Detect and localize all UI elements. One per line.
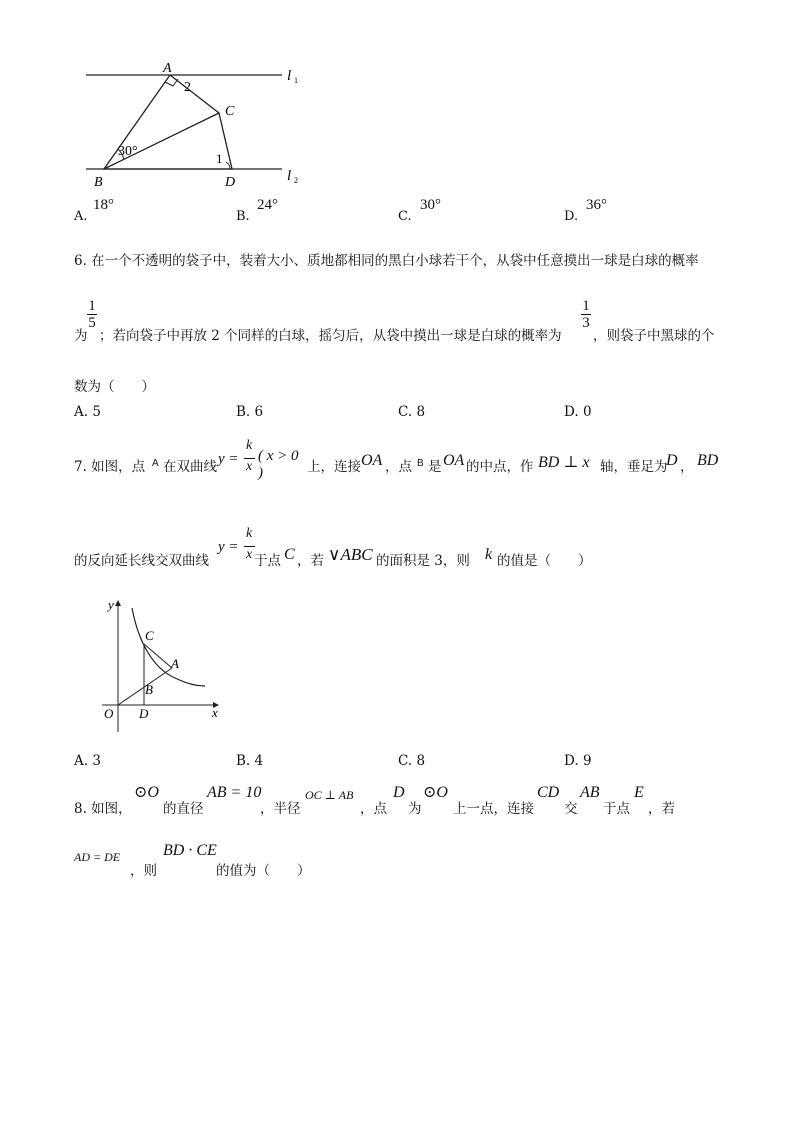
q6-text: ；若向袋子中再放 2 个同样的白球，摇匀后，从袋中摸出一球是白球的概率为 [99,328,562,344]
option-value: 6 [254,404,264,420]
q8-text: 为 [408,801,422,817]
q6-option-a[interactable] [74,404,101,420]
func-x: x [246,547,253,562]
fraction-denominator: 3 [582,315,590,331]
option-value: 8 [416,753,426,769]
q8-circle-o: ⊙O [423,784,448,801]
fraction-numerator: 1 [88,298,96,314]
q6-option-c[interactable] [398,404,425,420]
q8-text: 的值为（ ） [216,863,311,879]
q6-text: ，则袋子中黑球的个 [593,328,715,344]
option-label: A. [74,209,88,224]
q6-option-d[interactable] [564,404,592,420]
q7-bd: BD [697,452,719,469]
option-value: 0 [582,404,592,420]
q7-text: ， [680,459,694,475]
q7-function-2 [218,526,258,568]
label-angle2: 2 [184,80,191,95]
fraction-denominator: 5 [88,315,96,331]
option-label: C. [398,209,412,224]
q8-ab-10: AB = 10 [207,784,262,801]
fig-label-b: B [145,682,153,697]
func-y: y = [218,539,239,555]
option-value: 9 [582,753,592,769]
q6-stem-line3: 数为（ ） [74,379,155,395]
hyperbola-curve [132,608,205,686]
q7-text: ，若 [297,553,324,569]
q7-option-b[interactable] [236,753,263,769]
q8-oc-perp-ab: OC ⊥ AB [305,788,354,802]
q8-text: 交 [564,801,578,817]
func-condition: ( x > 0 ) [258,448,299,481]
segment-bc [104,113,219,169]
option-value: 36° [586,197,607,213]
fig-label-o: O [104,706,114,721]
option-value: 8 [416,404,426,420]
label-l2: l [287,168,292,184]
label-l2-sub: 2 [294,176,298,185]
option-label: A. [74,753,89,769]
label-angle1: 1 [216,151,223,166]
q7-function-1 [218,438,306,481]
q8-text: 的直径 [163,801,204,817]
option-value: 5 [92,404,101,420]
q7-figure [98,595,228,735]
q8-ab: AB [580,784,600,801]
q7-bd-perp: BD ⊥ x [538,454,590,471]
q6-fraction-1-5 [86,298,98,331]
q7-option-d[interactable] [564,753,592,769]
option-label: D. [564,404,579,420]
q6-fraction-1-3 [580,298,592,331]
func-k: k [246,526,253,541]
option-label: D. [564,209,579,224]
option-label: B. [236,753,251,769]
q8-cd: CD [537,784,560,801]
fig-label-d: D [139,706,149,721]
option-value: 3 [92,753,101,769]
q7-point-a: A [152,458,159,469]
option-label: A. [74,404,89,420]
fig-label-x: x [212,705,218,720]
label-d: D [225,175,236,190]
option-label: C. [398,404,413,420]
func-k: k [246,438,253,453]
func-x: x [246,459,253,474]
option-label: B. [236,209,250,224]
q7-text: 是 [428,459,442,475]
q7-text: 的反向延长线交双曲线 [74,553,209,569]
fig-label-y: y [108,597,114,612]
q8-text: ，半径 [260,801,301,817]
q7-oa: OA [443,452,465,469]
q7-text: 的值是（ ） [497,553,592,569]
q7-option-a[interactable] [74,753,101,769]
option-value: 24° [257,197,278,213]
option-label: C. [398,753,413,769]
q8-e: E [634,784,644,801]
label-b: B [94,175,103,190]
q7-c: C [284,546,295,563]
q7-k: k [485,546,493,563]
q7-text: 于点 [254,553,281,569]
q8-circle-o: ⊙O [134,784,159,801]
q8-text: 上一点，连接 [453,801,534,817]
q8-text: ，点 [360,801,387,817]
q6-stem-line1: 6. 在一个不透明的袋子中，装着大小、质地都相同的黑白小球若干个，从袋中任意摸出一球是白球的概率 [74,253,699,269]
q7-text: 上，连接 [307,459,361,475]
segment-ca [144,644,172,668]
label-c: C [225,104,235,119]
q7-option-c[interactable] [398,753,425,769]
q7-text: 在双曲线 [163,459,217,475]
q8-text: 8. 如图， [74,801,132,817]
func-y: y = [218,451,239,467]
q8-ad-de: AD = DE [74,850,121,864]
option-label: D. [564,753,579,769]
fig-label-c: C [145,628,154,643]
q8-text: 于点 [603,801,630,817]
angle-1-arc [226,162,230,169]
label-angle30: 30° [118,144,138,159]
q7-point-b: B [417,458,424,469]
label-l1: l [287,68,292,84]
q6-option-b[interactable] [236,404,263,420]
option-label: B. [236,404,251,420]
q7-text: 的中点，作 [466,459,534,475]
q8-text: ，若 [648,801,675,817]
fraction-numerator: 1 [582,298,590,314]
label-a: A [163,61,172,76]
option-value: 18° [93,197,114,213]
q7-triangle: ∨ABC [328,545,373,564]
q8-d: D [393,784,405,801]
q7-oa: OA [361,452,383,469]
q7-text: 的面积是 3，则 [376,553,470,569]
q6-text: 为 [74,328,88,344]
fig-label-a: A [171,656,179,671]
q7-d: D [666,452,678,469]
option-value: 30° [420,197,441,213]
q8-bd-ce: BD · CE [163,842,217,859]
q7-text: 轴，垂足为 [600,459,668,475]
q7-text: ，点 [385,459,412,475]
option-value: 4 [254,753,264,769]
label-l1-sub: 1 [294,76,298,85]
q8-text: ，则 [130,863,157,879]
q7-text: 7. 如图，点 [74,459,146,475]
q5-figure [80,58,310,193]
